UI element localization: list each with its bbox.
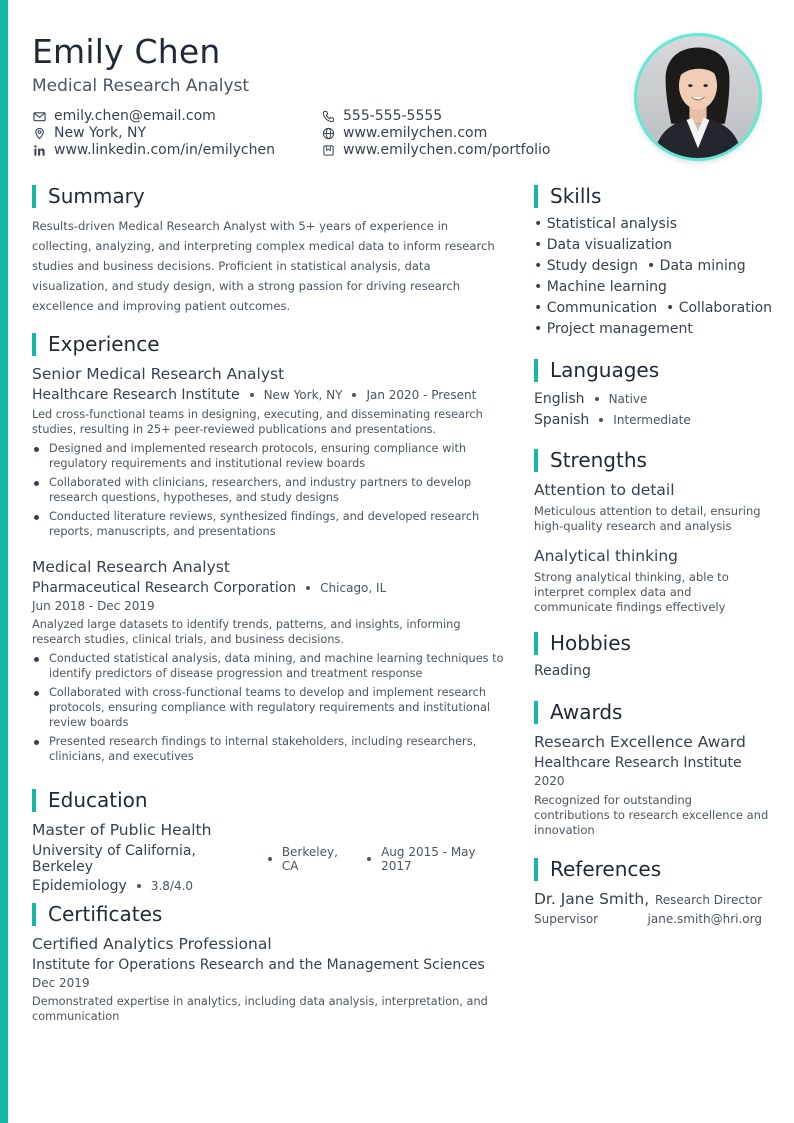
profile-photo-illustration [637, 36, 759, 158]
summary-text: Results-driven Medical Research Analyst with 5+ years of experience in collecting, analyzing, and interpreting complex medical data to inform research studies and business decisions. Proficient in statistical analysis, data visualization, and study design, with a strong passion for driving research excellence and improving patient outcomes. [32, 219, 495, 313]
certificates-heading-text: Certificates [48, 902, 163, 926]
candidate-name: Emily Chen [32, 32, 221, 71]
experience-heading [32, 332, 160, 356]
school-location: Berkeley, CA [281, 845, 338, 873]
skill-item: • Project management [534, 321, 693, 337]
heading-accent-bar [534, 359, 538, 382]
award-title: Research Excellence Award [534, 733, 746, 751]
separator-dot [250, 393, 254, 397]
award-year: 2020 [534, 774, 565, 788]
skill-item: • Communication [534, 300, 658, 316]
skill-row [534, 235, 774, 256]
job-location: Chicago, IL [320, 581, 387, 595]
contact-website-text: www.emilychen.com [343, 125, 488, 141]
job-description: Led cross-functional teams in designing, executing, and disseminating research studies, resulting in 25+ peer-reviewed publications and presentations. [32, 408, 483, 436]
summary-heading [32, 184, 145, 208]
contact-email[interactable] [32, 108, 275, 125]
list-item: Conducted literature reviews, synthesized findings, and developed research reports, manuscripts, and presentations [32, 509, 508, 539]
contact-email-text: emily.chen@email.com [54, 108, 216, 124]
job-dates: Jun 2018 - Dec 2019 [32, 599, 155, 613]
skill-item: • Collaboration [665, 300, 773, 316]
degree: Master of Public Health [32, 821, 212, 839]
award-description: Recognized for outstanding contributions to research excellence and innovation [534, 793, 769, 837]
strength-description: Strong analytical thinking, able to interpret complex data and communicate findings effectively [534, 570, 729, 614]
field-line [32, 878, 508, 894]
job-title: Senior Medical Research Analyst [32, 365, 285, 383]
job-company: Healthcare Research Institute [32, 387, 240, 403]
contact-linkedin[interactable] [32, 142, 275, 159]
separator-dot [137, 884, 141, 888]
list-item: Collaborated with cross-functional teams to develop and implement research protocols, ensuring compliance with regulatory requirements and institutional review boards [32, 685, 508, 730]
heading-accent-bar [32, 185, 36, 208]
job-location: New York, NY [263, 388, 343, 402]
education-entry [32, 821, 508, 894]
awards-heading-text: Awards [550, 700, 623, 724]
certificate-issuer: Institute for Operations Research and the Management Sciences [32, 957, 485, 973]
strength-item [534, 547, 770, 615]
school-line [32, 843, 508, 875]
languages-heading-text: Languages [550, 358, 660, 382]
certificate-entry [32, 935, 508, 1024]
language-level: Intermediate [613, 412, 691, 427]
job-company: Pharmaceutical Research Corporation [32, 580, 297, 596]
job-bullets [32, 651, 508, 764]
linkedin-icon [32, 144, 46, 158]
certificate-date: Dec 2019 [32, 976, 90, 990]
skill-row [534, 256, 774, 277]
language-level: Native [608, 391, 648, 406]
education-heading-text: Education [48, 788, 148, 812]
awards-heading [534, 700, 622, 724]
portfolio-icon [321, 144, 335, 158]
contact-list-left [32, 108, 275, 159]
job-entry [32, 558, 508, 768]
reference-entry [534, 890, 762, 926]
education-dates: Aug 2015 - May 2017 [381, 845, 476, 873]
language-name: English [534, 390, 585, 407]
contact-portfolio[interactable] [321, 142, 551, 159]
strength-title: Attention to detail [534, 481, 675, 499]
language-item [534, 409, 691, 430]
list-item: Designed and implemented research protocols, ensuring compliance with regulatory requirements and institutional review boards [32, 441, 508, 471]
separator-dot [599, 418, 603, 422]
contact-phone[interactable] [321, 108, 551, 125]
profile-photo [634, 33, 762, 161]
certificate-description: Demonstrated expertise in analytics, including data analysis, interpretation, and communication [32, 995, 488, 1023]
education-heading [32, 788, 148, 812]
job-title: Medical Research Analyst [32, 558, 230, 576]
language-item [534, 388, 691, 409]
references-heading [534, 857, 661, 881]
contact-phone-text: 555-555-5555 [343, 108, 443, 124]
globe-icon [321, 127, 335, 141]
reference-email[interactable]: jane.smith@hri.org [647, 912, 762, 926]
certificate-name: Certified Analytics Professional [32, 935, 272, 953]
job-description: Analyzed large datasets to identify trends, patterns, and insights, informing research studies, clinical trials, and business decisions. [32, 618, 461, 646]
skill-item: • Machine learning [534, 279, 667, 295]
summary-heading-text: Summary [48, 184, 145, 208]
skill-item: • Statistical analysis [534, 216, 678, 232]
contact-location [32, 125, 275, 142]
skills-list [534, 214, 774, 340]
reference-name: Dr. Jane Smith, [534, 890, 650, 908]
reference-position: Research Director [654, 893, 762, 907]
reference-relation: Supervisor [534, 912, 599, 926]
job-company-line [32, 580, 508, 596]
strength-item [534, 481, 770, 534]
heading-accent-bar [534, 449, 538, 472]
heading-accent-bar [32, 903, 36, 926]
hobbies-heading [534, 631, 631, 655]
strengths-heading-text: Strengths [550, 448, 647, 472]
hobby-item: Reading [534, 663, 591, 679]
award-entry [534, 733, 770, 838]
skills-heading [534, 184, 601, 208]
contact-list-right [321, 108, 551, 159]
contact-location-text: New York, NY [54, 125, 147, 141]
job-dates: Jan 2020 - Present [366, 388, 477, 402]
school: University of California, Berkeley [32, 843, 196, 875]
skill-item: • Study design [534, 258, 639, 274]
reference-name-line [534, 890, 762, 908]
gpa: 3.8/4.0 [150, 879, 194, 893]
accent-bar [0, 0, 8, 1123]
skill-item: • Data mining [646, 258, 746, 274]
job-bullets [32, 441, 508, 539]
separator-dot [367, 857, 371, 861]
envelope-icon [32, 110, 46, 124]
skills-heading-text: Skills [550, 184, 602, 208]
strengths-heading [534, 448, 647, 472]
list-item: Conducted statistical analysis, data mining, and machine learning techniques to identify predictors of disease progression and treatment response [32, 651, 508, 681]
skill-row [534, 277, 774, 298]
heading-accent-bar [534, 185, 538, 208]
field-of-study: Epidemiology [32, 878, 127, 894]
phone-icon [321, 110, 335, 124]
job-company-line [32, 387, 508, 403]
separator-dot [268, 857, 272, 861]
candidate-role: Medical Research Analyst [32, 76, 250, 96]
reference-contact-line [534, 912, 762, 926]
list-item: Presented research findings to internal stakeholders, including researchers, clinicians, and executives [32, 734, 508, 764]
separator-dot [352, 393, 356, 397]
experience-heading-text: Experience [48, 332, 160, 356]
list-item: Collaborated with clinicians, researchers, and industry partners to develop research questions, hypotheses, and study designs [32, 475, 508, 505]
award-issuer: Healthcare Research Institute [534, 755, 742, 771]
languages-heading [534, 358, 659, 382]
references-heading-text: References [550, 857, 662, 881]
hobbies-heading-text: Hobbies [550, 631, 631, 655]
skill-row [534, 319, 774, 340]
location-pin-icon [32, 127, 46, 141]
languages-list [534, 388, 691, 430]
heading-accent-bar [32, 789, 36, 812]
heading-accent-bar [534, 701, 538, 724]
skill-row [534, 214, 774, 235]
strength-title: Analytical thinking [534, 547, 679, 565]
skill-row [534, 298, 774, 319]
heading-accent-bar [534, 632, 538, 655]
language-name: Spanish [534, 411, 590, 428]
job-entry [32, 365, 508, 543]
contact-website[interactable] [321, 125, 551, 142]
separator-dot [306, 586, 310, 590]
certificates-heading [32, 902, 162, 926]
contact-linkedin-text: www.linkedin.com/in/emilychen [54, 142, 275, 158]
contact-portfolio-text: www.emilychen.com/portfolio [343, 142, 551, 158]
skill-item: • Data visualization [534, 237, 673, 253]
heading-accent-bar [534, 858, 538, 881]
strength-description: Meticulous attention to detail, ensuring high-quality research and analysis [534, 504, 761, 533]
heading-accent-bar [32, 333, 36, 356]
separator-dot [595, 397, 599, 401]
